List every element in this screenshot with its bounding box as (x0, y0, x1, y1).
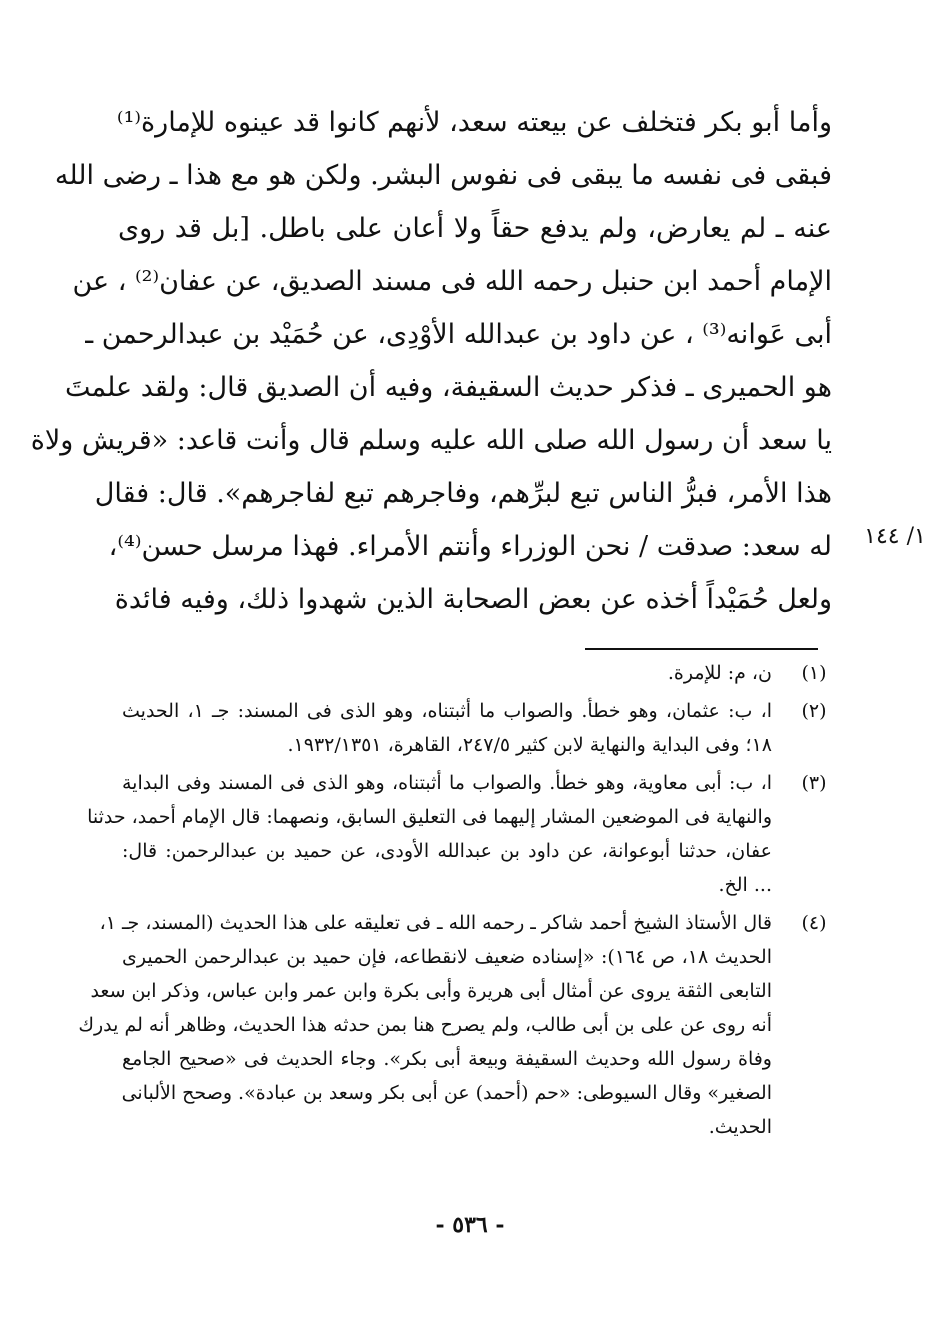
footnote-text-line: الحديث. (708, 1116, 772, 1138)
footnote-text-line: والنهاية فى الموضعين المشار إليهما فى التعليق السابق، ونصهما: قال الإمام أحمد، حدثنا (87, 806, 772, 828)
footnote-text-line: الصغير» وقال السيوطى: «حم (أحمد) عن أبى بكر وسعد بن عبادة». وصحح الألبانى (121, 1082, 772, 1104)
footnote-number: (٢) (801, 700, 827, 722)
footnote-text-line: ا، ب: أبى معاوية، وهو خطأ. والصواب ما أثبتناه، وهو الذى فى المسند وفى البداية (122, 772, 772, 794)
margin-reference: ١/ ١٤٤ (864, 524, 926, 549)
footnote-2 (122, 694, 834, 762)
footnote-4 (78, 906, 834, 1144)
footnote-text-line: ن، م: للإمرة. (667, 662, 772, 684)
footnote-text-line: الحديث ١٨، ص ١٦٤): «إسناده ضعيف لانقطاعه، فإن حميد بن عبدالرحمن الحميرى (122, 946, 772, 968)
main-text-line: هذا الأمر، فبرُّ الناس تبع لبرِّهم، وفاجرهم تبع لفاجرهم». قال: فقال (94, 478, 832, 509)
footnote-text-line: قال الأستاذ الشيخ أحمد شاكر ـ رحمه الله ـ فى تعليقه على هذا الحديث (المسند، جـ ١، (99, 912, 772, 934)
footnote-1 (122, 656, 834, 690)
footnote-divider (585, 648, 818, 650)
main-text-line: وأما أبو بكر فتخلف عن بيعته سعد، لأنهم كانوا قد عينوه للإمارة⁽¹⁾ (116, 107, 832, 138)
footnote-text-line: أنه روى عن على بن أبى طالب، ولم يصرح هنا بمن حدثه هذا الحديث، وظاهر أنه لم يدرك (78, 1014, 772, 1036)
footnote-3 (87, 766, 834, 902)
main-text-line: يا سعد أن رسول الله صلى الله عليه وسلم قال وأنت قاعد: «قريش ولاة (30, 425, 832, 456)
main-text-line: هو الحميرى ـ فذكر حديث السقيفة، وفيه أن الصديق قال: ولقد علمتَ (65, 372, 832, 403)
footnote-text-line: وفاة رسول الله وحديث السقيفة وبيعة أبى بكر». وجاء الحديث فى «صحيح الجامع (122, 1048, 772, 1070)
footnote-number: (١) (801, 662, 827, 684)
main-text-line: عنه ـ لم يعارض، ولم يدفع حقاً ولا أعان على باطل. [بل قد روى (118, 213, 832, 244)
footnote-number: (٣) (801, 772, 827, 794)
footnote-text-line: ا، ب: عثمان، وهو خطأ. والصواب ما أثبتناه، وهو الذى فى المسند: جـ ١، الحديث (122, 700, 772, 722)
footnote-text-line: ... الخ. (718, 874, 772, 896)
footnotes-section (78, 652, 834, 1144)
footnote-text-line: عفان، حدثنا أبوعوانة، عن داود بن عبدالله الأودى، عن حميد بن عبدالرحمن: قال: (122, 840, 772, 862)
footnote-text-line: ١٨؛ وفى البداية والنهاية لابن كثير ٢٤٧/٥، القاهرة، ١٩٣٢/١٣٥١. (287, 734, 772, 756)
page-number: - ٥٣٦ - (435, 1212, 505, 1238)
footnote-number: (٤) (801, 912, 827, 934)
main-text-line: الإمام أحمد ابن حنبل رحمه الله فى مسند الصديق، عن عفان⁽²⁾ ، عن (72, 266, 832, 297)
footnote-text-line: التابعى الثقة يروى عن أمثال أبى هريرة وأبى بكرة وابن عمر وابن عباس، وذكر ابن سعد (90, 980, 772, 1002)
main-text-line: ولعل حُمَيْداً أخذه عن بعض الصحابة الذين شهدوا ذلك، وفيه فائدة (114, 584, 832, 615)
main-text-line: أبى عَوانه⁽³⁾ ، عن داود بن عبدالله الأوْدِى، عن حُمَيْد بن عبدالرحمن ـ (85, 319, 832, 350)
main-text-body (30, 96, 832, 626)
main-text-line: له سعد: صدقت / نحن الوزراء وأنتم الأمراء. فهذا مرسل حسن⁽⁴⁾، (108, 531, 832, 562)
main-text-line: فبقى فى نفسه ما يبقى فى نفوس البشر. ولكن هو مع هذا ـ رضى الله (54, 160, 832, 191)
